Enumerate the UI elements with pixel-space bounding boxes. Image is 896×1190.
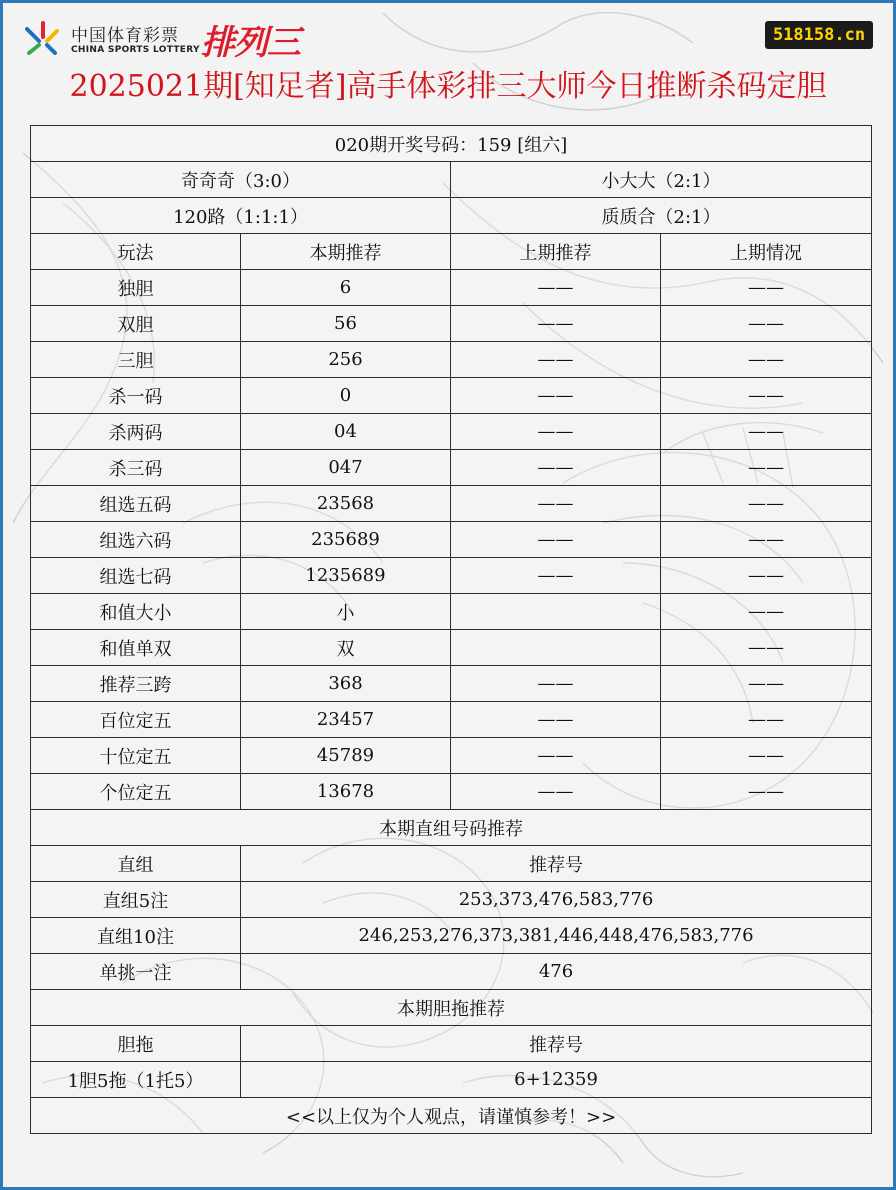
lottery-star-icon <box>21 19 63 61</box>
table-row <box>31 594 872 630</box>
row-current: 23457 <box>241 702 451 738</box>
direct-row-label: 单挑一注 <box>31 954 241 990</box>
row-current: 047 <box>241 450 451 486</box>
row-play: 和值单双 <box>31 630 241 666</box>
row-result: —— <box>661 522 872 558</box>
table-row <box>31 954 872 990</box>
drag-header-left: 胆拖 <box>31 1026 241 1062</box>
logo-brand-pailie3: 排列三 <box>201 23 300 63</box>
row-current: 6 <box>241 270 451 306</box>
direct-header-left: 直组 <box>31 846 241 882</box>
drag-section-header-row <box>31 1026 872 1062</box>
direct-header-right: 推荐号 <box>241 846 872 882</box>
row-result: —— <box>661 486 872 522</box>
direct-section-title: 本期直组号码推荐 <box>31 810 872 846</box>
header-current: 本期推荐 <box>241 234 451 270</box>
row-previous: —— <box>451 738 661 774</box>
drag-row-label: 1胆5拖（1托5） <box>31 1062 241 1098</box>
page-title: 2025021期[知足者]高手体彩排三大师今日推断杀码定胆 <box>69 69 827 104</box>
row-previous: —— <box>451 378 661 414</box>
table-row <box>31 774 872 810</box>
row-current: 04 <box>241 414 451 450</box>
header-result: 上期情况 <box>661 234 872 270</box>
row-previous: —— <box>451 342 661 378</box>
row-result: —— <box>661 270 872 306</box>
disclaimer-row <box>31 1098 872 1134</box>
row-current: 45789 <box>241 738 451 774</box>
table-row <box>31 414 872 450</box>
row-previous <box>451 630 661 666</box>
row-current: 小 <box>241 594 451 630</box>
row-play: 杀三码 <box>31 450 241 486</box>
row-play: 百位定五 <box>31 702 241 738</box>
table-row <box>31 738 872 774</box>
drag-header-right: 推荐号 <box>241 1026 872 1062</box>
table-row <box>31 342 872 378</box>
parity-ratio-cell: 奇奇奇（3:0） <box>31 162 451 198</box>
row-result: —— <box>661 558 872 594</box>
stats-row-2 <box>31 198 872 234</box>
prediction-table <box>30 125 872 1134</box>
table-row <box>31 558 872 594</box>
logo-english-text: CHINA SPORTS LOTTERY <box>71 45 200 55</box>
china-sports-lottery-logo <box>21 17 331 65</box>
row-play: 杀一码 <box>31 378 241 414</box>
drag-section-title-row <box>31 990 872 1026</box>
row-result: —— <box>661 702 872 738</box>
drag-row-value: 6+12359 <box>241 1062 872 1098</box>
table-row <box>31 522 872 558</box>
table-row <box>31 270 872 306</box>
row-previous: —— <box>451 774 661 810</box>
direct-section-title-row <box>31 810 872 846</box>
route-ratio-cell: 120路（1:1:1） <box>31 198 451 234</box>
prime-ratio-cell: 质质合（2:1） <box>451 198 872 234</box>
row-previous <box>451 594 661 630</box>
direct-row-label: 直组5注 <box>31 882 241 918</box>
direct-row-value: 476 <box>241 954 872 990</box>
direct-row-value: 253,373,476,583,776 <box>241 882 872 918</box>
direct-row-value: 246,253,276,373,381,446,448,476,583,776 <box>241 918 872 954</box>
table-row <box>31 1062 872 1098</box>
table-row <box>31 486 872 522</box>
table-row <box>31 918 872 954</box>
row-result: —— <box>661 666 872 702</box>
row-play: 双胆 <box>31 306 241 342</box>
row-play: 和值大小 <box>31 594 241 630</box>
row-result: —— <box>661 342 872 378</box>
row-play: 个位定五 <box>31 774 241 810</box>
row-current: 双 <box>241 630 451 666</box>
row-previous: —— <box>451 306 661 342</box>
row-previous: —— <box>451 522 661 558</box>
row-play: 独胆 <box>31 270 241 306</box>
row-current: 1235689 <box>241 558 451 594</box>
row-play: 组选六码 <box>31 522 241 558</box>
draw-info-cell: 020期开奖号码：159 [组六] <box>31 126 872 162</box>
row-play: 组选五码 <box>31 486 241 522</box>
row-current: 256 <box>241 342 451 378</box>
table-row <box>31 306 872 342</box>
table-row <box>31 666 872 702</box>
row-previous: —— <box>451 270 661 306</box>
row-result: —— <box>661 306 872 342</box>
drag-section-title: 本期胆拖推荐 <box>31 990 872 1026</box>
row-previous: —— <box>451 450 661 486</box>
row-play: 杀两码 <box>31 414 241 450</box>
table-row <box>31 882 872 918</box>
row-current: 23568 <box>241 486 451 522</box>
row-play: 三胆 <box>31 342 241 378</box>
table-row <box>31 450 872 486</box>
row-play: 推荐三跨 <box>31 666 241 702</box>
row-result: —— <box>661 774 872 810</box>
row-previous: —— <box>451 702 661 738</box>
header-play: 玩法 <box>31 234 241 270</box>
table-row <box>31 378 872 414</box>
stats-row-1 <box>31 162 872 198</box>
row-current: 56 <box>241 306 451 342</box>
row-result: —— <box>661 378 872 414</box>
direct-row-label: 直组10注 <box>31 918 241 954</box>
row-current: 13678 <box>241 774 451 810</box>
draw-info-row <box>31 126 872 162</box>
row-result: —— <box>661 450 872 486</box>
row-play: 组选七码 <box>31 558 241 594</box>
logo-chinese-text: 中国体育彩票 <box>71 26 179 46</box>
row-result: —— <box>661 414 872 450</box>
size-ratio-cell: 小大大（2:1） <box>451 162 872 198</box>
row-previous: —— <box>451 558 661 594</box>
direct-section-header-row <box>31 846 872 882</box>
row-current: 235689 <box>241 522 451 558</box>
row-previous: —— <box>451 666 661 702</box>
table-header-row <box>31 234 872 270</box>
row-result: —— <box>661 630 872 666</box>
row-previous: —— <box>451 486 661 522</box>
row-previous: —— <box>451 414 661 450</box>
row-result: —— <box>661 594 872 630</box>
table-row <box>31 630 872 666</box>
disclaimer-text: <<以上仅为个人观点，请谨慎参考！>> <box>31 1098 872 1134</box>
site-domain-badge[interactable]: 518158.cn <box>765 21 873 49</box>
row-result: —— <box>661 738 872 774</box>
row-current: 0 <box>241 378 451 414</box>
header-previous: 上期推荐 <box>451 234 661 270</box>
table-row <box>31 702 872 738</box>
row-current: 368 <box>241 666 451 702</box>
row-play: 十位定五 <box>31 738 241 774</box>
